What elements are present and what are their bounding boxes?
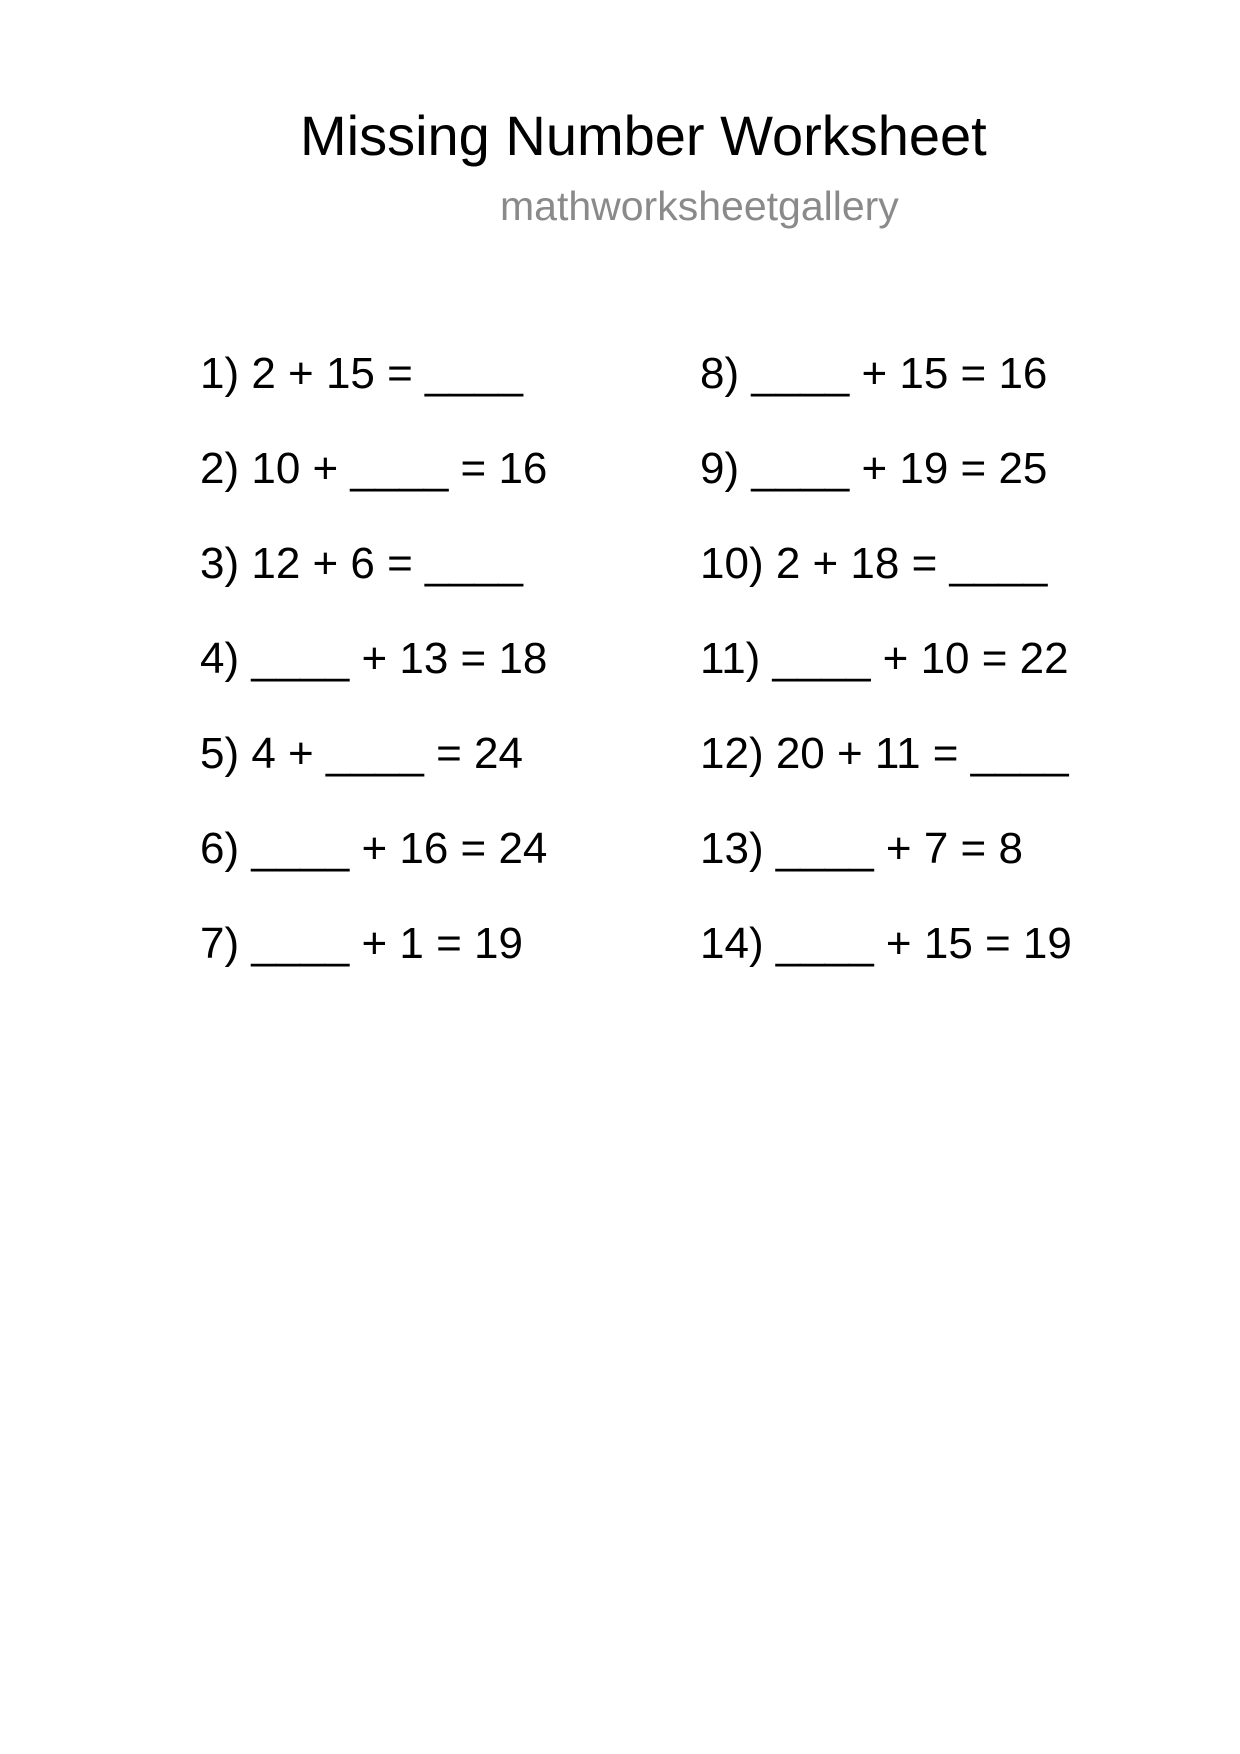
problem-column-left [200,342,547,1007]
problem-10: 10) 2 + 18 = ____ [700,539,1048,588]
problem-column-right [700,342,1072,1007]
problem-13: 13) ____ + 7 = 8 [700,824,1023,873]
problem-2: 2) 10 + ____ = 16 [200,444,548,493]
problem-6: 6) ____ + 16 = 24 [200,824,548,873]
problem-14: 14) ____ + 15 = 19 [700,919,1072,968]
problem-8: 8) ____ + 15 = 16 [700,349,1048,398]
problem-7: 7) ____ + 1 = 19 [200,919,523,968]
problem-1: 1) 2 + 15 = ____ [200,349,523,398]
problem-12: 12) 20 + 11 = ____ [700,729,1069,778]
problem-9: 9) ____ + 19 = 25 [700,444,1048,493]
problem-11: 11) ____ + 10 = 22 [700,634,1069,683]
page-subtitle: mathworksheetgallery [500,183,899,229]
problem-3: 3) 12 + 6 = ____ [200,539,523,588]
problem-5: 5) 4 + ____ = 24 [200,729,523,778]
problem-4: 4) ____ + 13 = 18 [200,634,548,683]
page-title: Missing Number Worksheet [300,104,987,167]
